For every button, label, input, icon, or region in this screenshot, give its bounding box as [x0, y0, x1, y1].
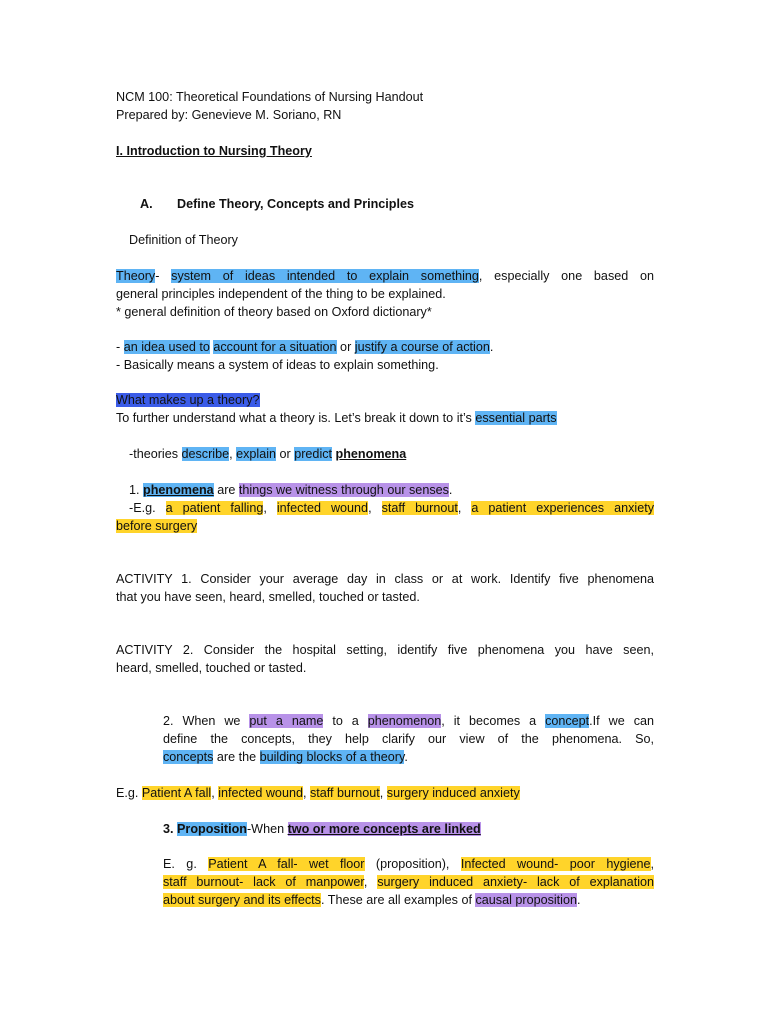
document-author: Prepared by: Genevieve M. Soriano, RN	[116, 108, 342, 122]
item1-examples-line2: before surgery	[116, 519, 198, 533]
theory-definition-line2: general principles independent of the thing to be explained.	[116, 287, 446, 301]
theories-line: -theories describe, explain or predict phenomena	[129, 447, 407, 461]
eg3-line3: about surgery and its effects. These are all examples of causal proposition.	[163, 893, 581, 907]
bullet-basically: - Basically means a system of ideas to explain something.	[116, 358, 439, 372]
item2-line1: 2. When we put a name to a phenomenon, it becomes a concept.If we can	[163, 714, 655, 728]
makeup-question: What makes up a theory?	[116, 393, 260, 407]
eg3-line2: staff burnout- lack of manpower, surgery induced anxiety- lack of explanation	[163, 875, 654, 889]
activity1-line2: that you have seen, heard, smelled, touched or tasted.	[116, 590, 420, 604]
item3-proposition: 3. Proposition-When two or more concepts are linked	[163, 822, 481, 836]
eg3-line1: E. g. Patient A fall- wet floor (proposition), Infected wound- poor hygiene,	[163, 857, 655, 871]
theory-definition-highlight: system of ideas intended to explain something	[171, 269, 479, 283]
oxford-note: * general definition of theory based on Oxford dictionary*	[116, 305, 432, 319]
item2-line3: concepts are the building blocks of a theory.	[163, 750, 408, 764]
bullet-idea: - an idea used to account for a situation or justify a course of action.	[116, 340, 494, 354]
subsection-title: Define Theory, Concepts and Principles	[177, 197, 414, 211]
subsection-letter: A.	[140, 197, 153, 211]
document-title: NCM 100: Theoretical Foundations of Nursing Handout	[116, 90, 424, 104]
makeup-intro: To further understand what a theory is. Let’s break it down to it’s essential parts	[116, 411, 557, 425]
section-heading: I. Introduction to Nursing Theory	[116, 144, 312, 158]
eg-concepts: E.g. Patient A fall, infected wound, staff burnout, surgery induced anxiety	[116, 786, 520, 800]
definition-label: Definition of Theory	[129, 233, 238, 247]
item2-line2: define the concepts, they help clarify our view of the phenomena. So,	[163, 732, 654, 746]
activity1-line1: ACTIVITY 1. Consider your average day in class or at work. Identify five phenomena	[116, 572, 654, 586]
activity2-line2: heard, smelled, touched or tasted.	[116, 661, 307, 675]
activity2-line1: ACTIVITY 2. Consider the hospital setting, identify five phenomena you have seen,	[116, 643, 654, 657]
theory-definition-line1: Theory- system of ideas intended to explain something, especially one based on	[116, 269, 654, 283]
item1-phenomena: 1. phenomena are things we witness through our senses.	[129, 483, 453, 497]
item1-examples-line1: -E.g. a patient falling, infected wound, staff burnout, a patient experiences anxiety	[129, 501, 654, 515]
term-theory: Theory	[116, 269, 156, 283]
